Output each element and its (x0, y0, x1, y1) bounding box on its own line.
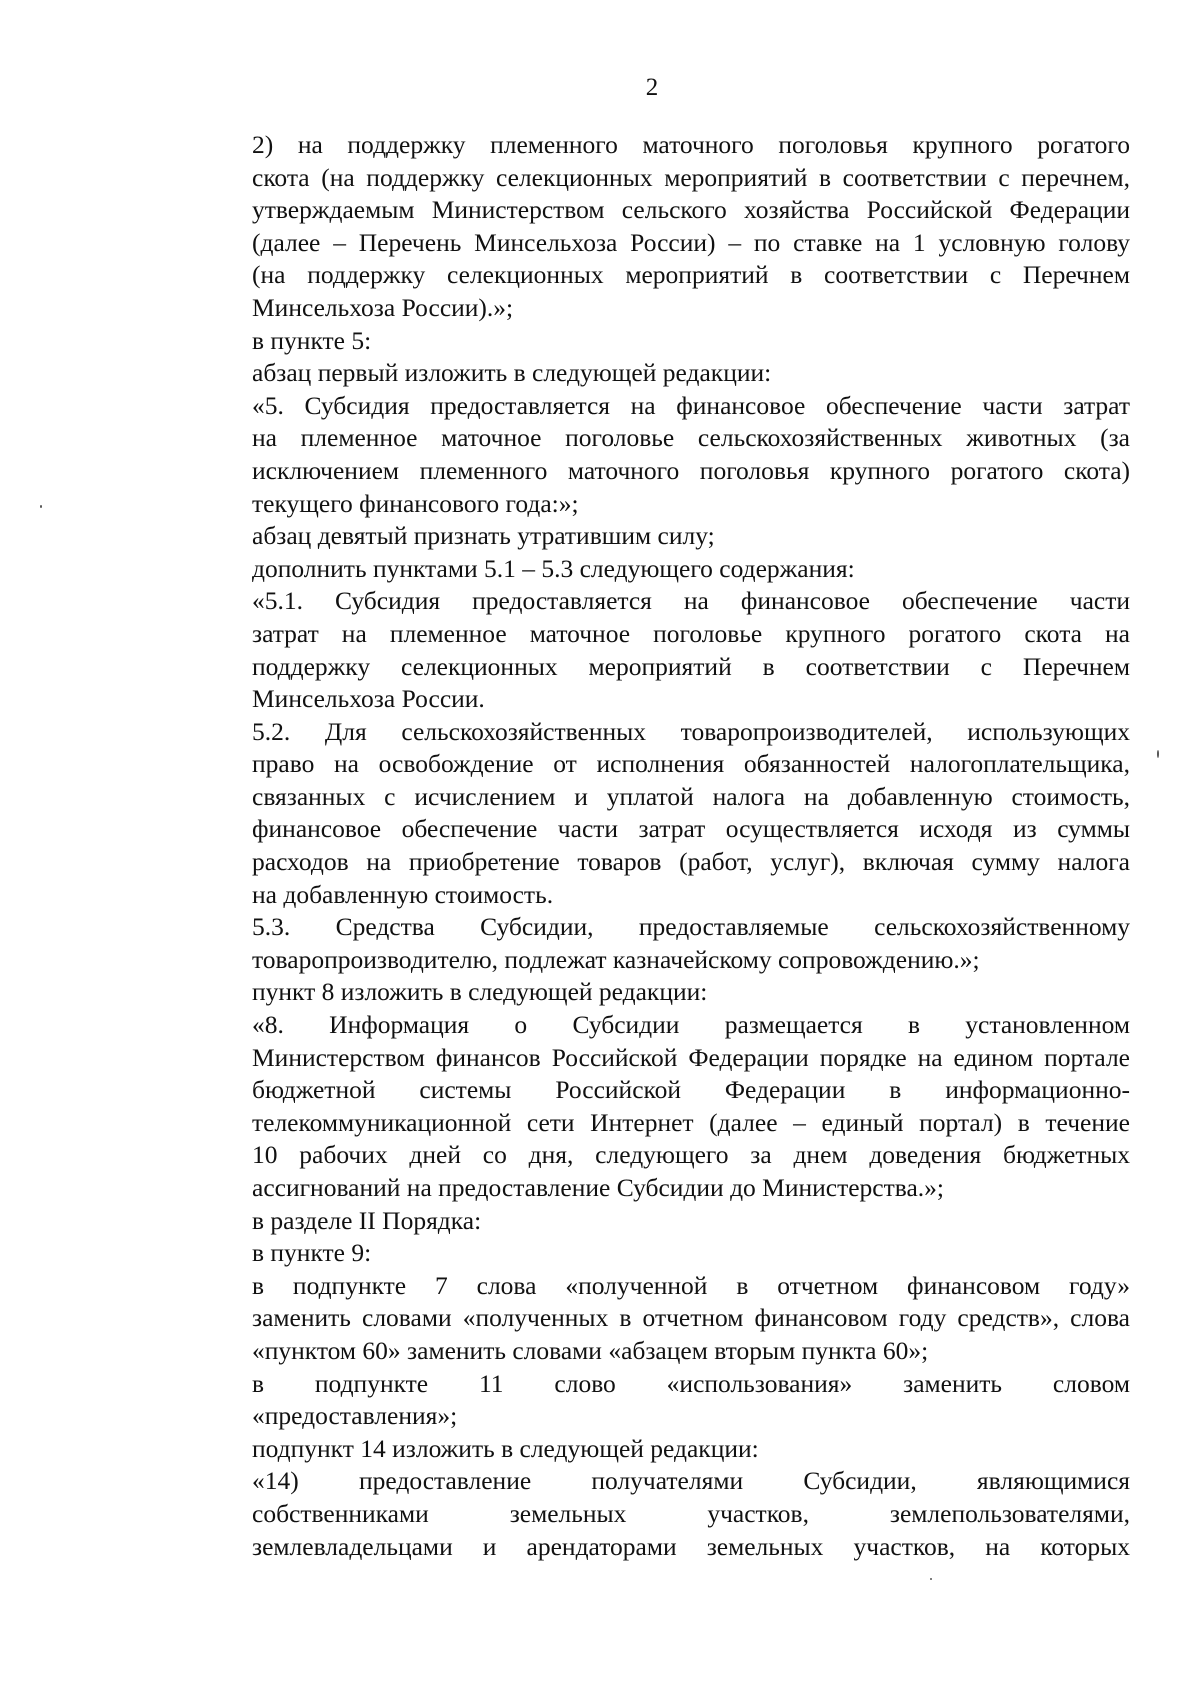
paragraph-1 (180, 129, 1130, 325)
paragraph-9 (180, 911, 1130, 976)
text-line: подпункт 14 изложить в следующей редакции: (252, 1433, 759, 1463)
text-line: бюджетной системы Российской Федерации в информационно- (252, 1075, 1130, 1105)
text-line: Минсельхоза России).»; (252, 292, 514, 322)
text-line: «8. Информация о Субсидии размещается в установленном (252, 1010, 1130, 1040)
paragraph-7 (180, 585, 1130, 715)
paragraph-11 (180, 1009, 1130, 1205)
text-line: затрат на племенное маточное поголовье крупного рогатого скота на (252, 618, 1130, 648)
text-line: 5.2. Для сельскохозяйственных товаропроизводителей, использующих (252, 716, 1130, 746)
text-line: 5.3. Средства Субсидии, предоставляемые сельскохозяйственному (252, 912, 1130, 942)
text-line: расходов на приобретение товаров (работ, услуг), включая сумму налога (252, 847, 1130, 877)
text-line: 2) на поддержку племенного маточного поголовья крупного рогатого (252, 130, 1130, 159)
paragraph-3 (180, 357, 1130, 390)
text-line: связанных с исчислением и уплатой налога на добавленную стоимость, (252, 781, 1130, 811)
text-line: в пункте 9: (252, 1238, 372, 1268)
text-line: «14) предоставление получателями Субсидии, являющимися (252, 1466, 1130, 1496)
text-line: «5. Субсидия предоставляется на финансовое обеспечение части затрат (252, 390, 1130, 420)
text-line: дополнить пунктами 5.1 – 5.3 следующего содержания: (252, 553, 855, 583)
text-line: заменить словами «полученных в отчетном финансовом году средств», слова (252, 1303, 1130, 1333)
text-line: право на освобождение от исполнения обязанностей налогоплательщика, (252, 749, 1130, 779)
text-line: на племенное маточное поголовье сельскохозяйственных животных (за (252, 423, 1130, 453)
paragraph-10 (180, 976, 1130, 1009)
text-line: телекоммуникационной сети Интернет (далее – единый портал) в течение (252, 1107, 1130, 1137)
text-line: собственниками земельных участков, землепользователями, (252, 1498, 1130, 1528)
paragraph-5 (180, 520, 1130, 553)
text-line: исключением племенного маточного поголовья крупного рогатого скота) (252, 455, 1130, 485)
text-line: «5.1. Субсидия предоставляется на финансовое обеспечение части (252, 586, 1130, 616)
text-line: утверждаемым Министерством сельского хозяйства Российской Федерации (252, 195, 1130, 225)
text-line: товаропроизводителю, подлежат казначейскому сопровождению.»; (252, 944, 980, 974)
text-line: Министерством финансов Российской Федерации порядке на едином портале (252, 1042, 1130, 1072)
text-line: текущего финансового года:»; (252, 488, 579, 518)
text-line: в подпункте 11 слово «использования» заменить словом (252, 1368, 1130, 1398)
paragraph-14 (180, 1270, 1130, 1368)
text-line: ассигнований на предоставление Субсидии до Министерства.»; (252, 1173, 944, 1202)
text-line: Минсельхоза России. (252, 684, 485, 714)
document-body (180, 129, 1130, 1563)
paragraph-6 (180, 553, 1130, 586)
paragraph-4 (180, 390, 1130, 520)
text-line: абзац девятый признать утратившим силу; (252, 521, 715, 551)
paragraph-8 (180, 716, 1130, 912)
paragraph-16 (180, 1433, 1130, 1466)
text-line: землевладельцами и арендаторами земельных участков, на которых (252, 1531, 1130, 1561)
text-line: поддержку селекционных мероприятий в соответствии с Перечнем (252, 651, 1130, 681)
paragraph-15 (180, 1368, 1130, 1433)
text-line: абзац первый изложить в следующей редакции: (252, 358, 772, 388)
scan-speck (40, 505, 42, 508)
paragraph-2 (180, 325, 1130, 358)
text-line: на добавленную стоимость. (252, 879, 554, 909)
text-line: в пункте 5: (252, 325, 372, 355)
text-line: «предоставления»; (252, 1401, 458, 1431)
text-line: финансовое обеспечение части затрат осуществляется исходя из суммы (252, 814, 1130, 844)
paragraph-17 (180, 1465, 1130, 1563)
text-line: пункт 8 изложить в следующей редакции: (252, 977, 708, 1007)
page-number: 2 (645, 74, 659, 101)
paragraph-12 (180, 1205, 1130, 1238)
text-line: «пунктом 60» заменить словами «абзацем вторым пункта 60»; (252, 1335, 929, 1365)
text-line: (далее – Перечень Минсельхоза России) – по ставке на 1 условную голову (252, 227, 1130, 257)
text-line: (на поддержку селекционных мероприятий в соответствии с Перечнем (252, 260, 1130, 290)
text-line: 10 рабочих дней со дня, следующего за днем доведения бюджетных (252, 1140, 1130, 1170)
scan-speck (1157, 750, 1159, 758)
text-line: в разделе II Порядка: (252, 1205, 482, 1235)
scan-speck (930, 1578, 932, 1580)
paragraph-13 (180, 1237, 1130, 1270)
text-line: скота (на поддержку селекционных мероприятий в соответствии с перечнем, (252, 162, 1130, 192)
text-line: в подпункте 7 слова «полученной в отчетном финансовом году» (252, 1270, 1130, 1300)
